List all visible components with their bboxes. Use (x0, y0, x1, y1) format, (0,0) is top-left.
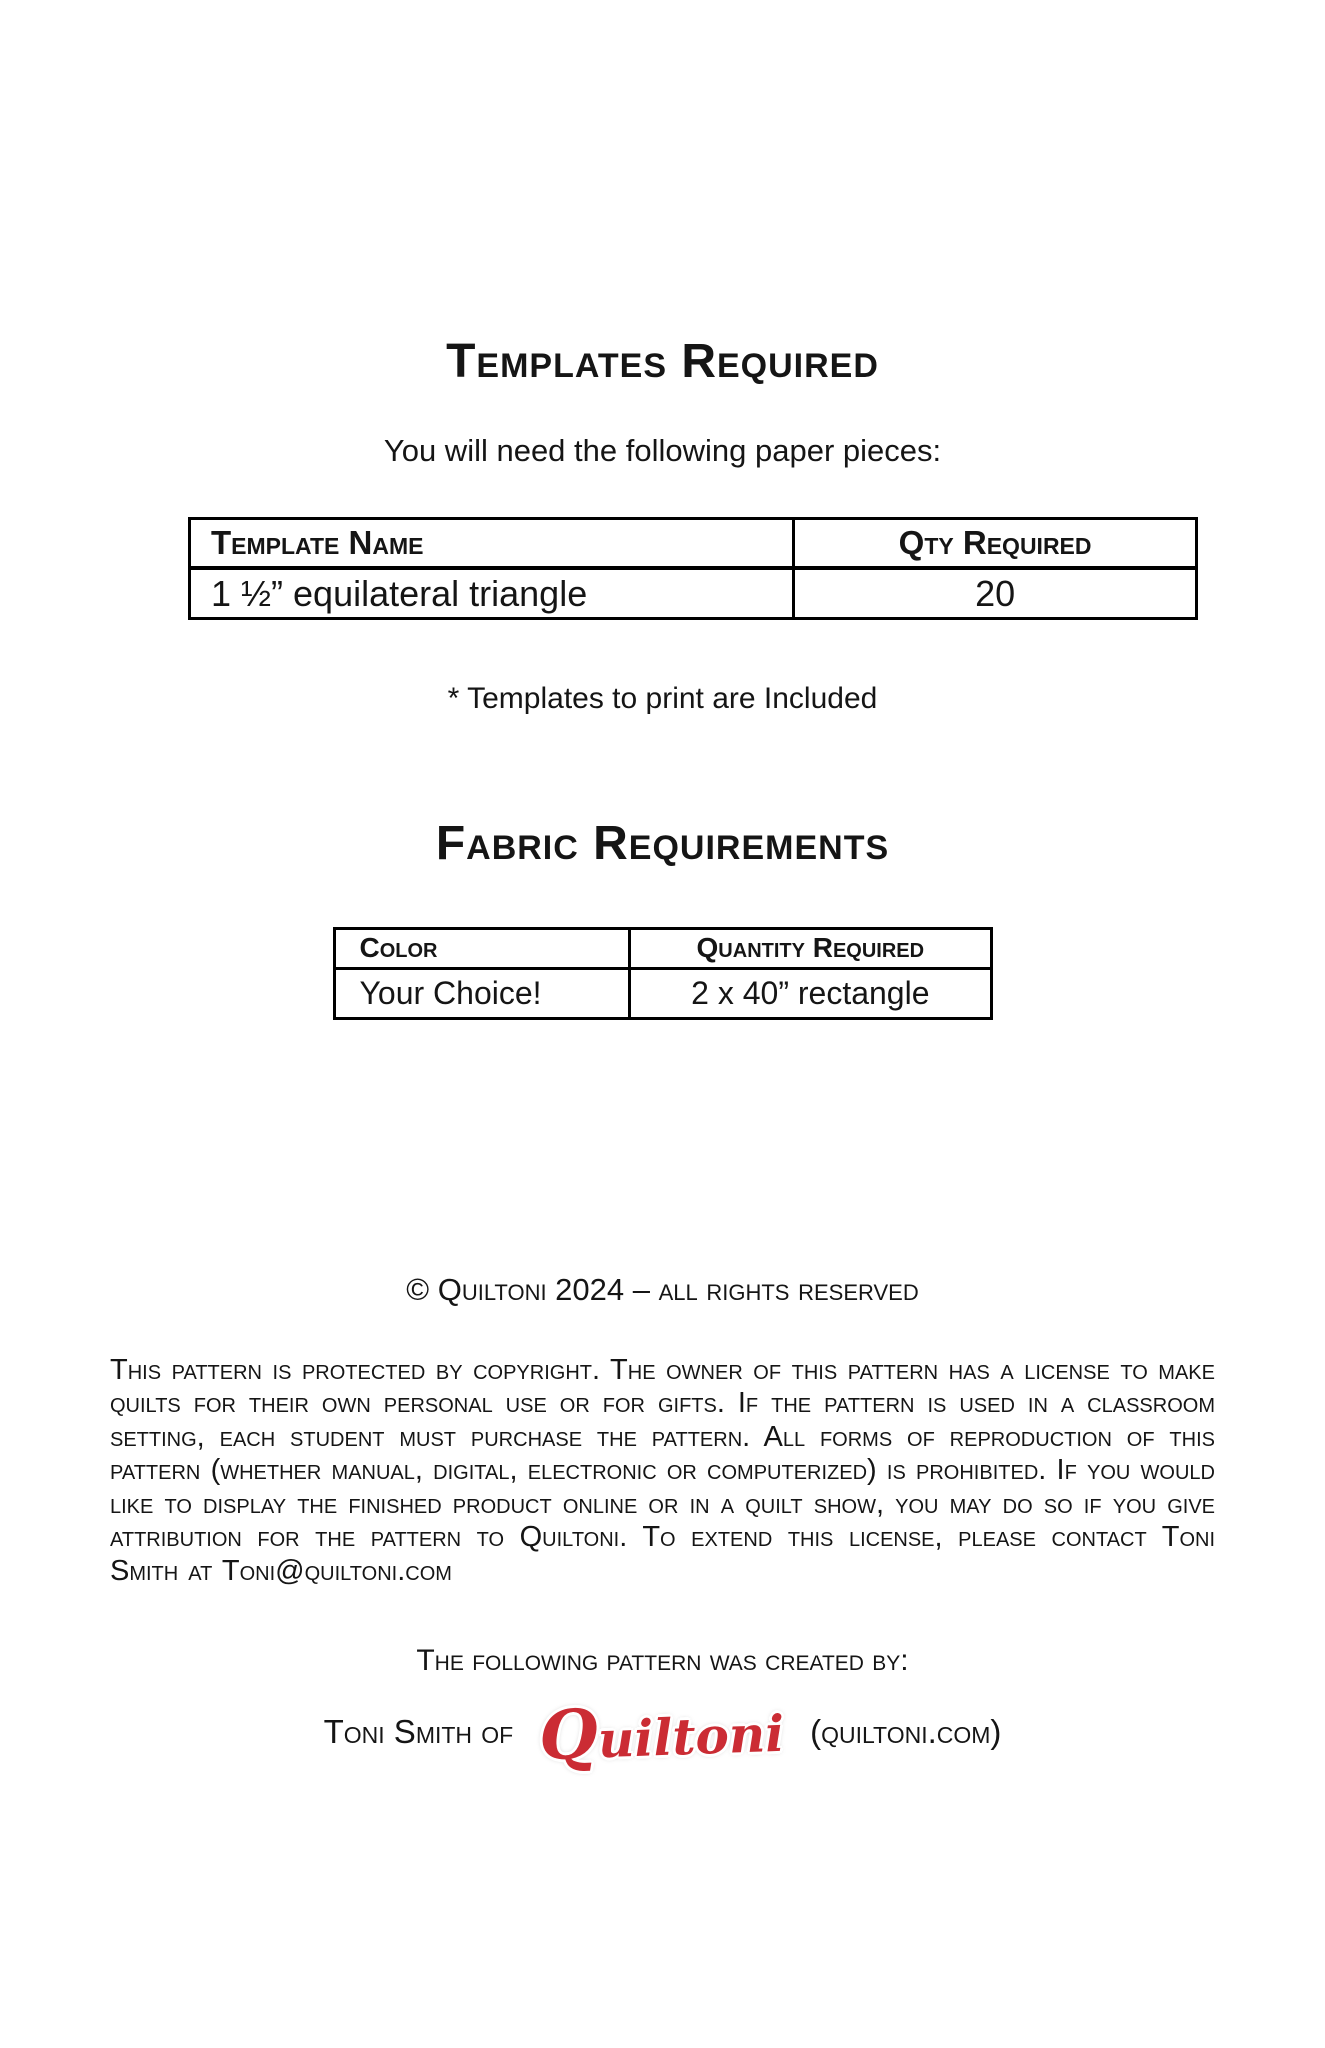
creator-credit-row (0, 1694, 1325, 1776)
fabric-color-cell: Your Choice! (334, 968, 630, 1018)
credit-suffix: (quiltoni.com) (810, 1712, 1002, 1750)
templates-required-title: Templates Required (446, 335, 879, 388)
templates-table (188, 517, 1198, 620)
license-paragraph: This pattern is protected by copyright. The owner of this pattern has a license to make quilts for their own personal use or for gifts. If the pattern is used in a classroom setting, each student must purchase the pattern. All forms of reproduction of this pattern (whether manual, digital, electronic or computerized) is prohibited. If you would like to display the finished product online or in a quilt show, you may do so if you give attribution for the pattern to Quiltoni. To extend this license, please contact Toni Smith at Toni@quiltoni.com (110, 1353, 1215, 1587)
quiltoni-logo: Quiltoni (537, 1694, 786, 1776)
template-name-cell: 1 ½” equilateral triangle (190, 568, 794, 618)
fabric-requirements-title: Fabric Requirements (435, 816, 890, 870)
copyright-line: © Quiltoni 2024 – all rights reserved (406, 1271, 919, 1307)
fabric-table-header-row (334, 928, 991, 968)
fabric-quantity-cell: 2 x 40” rectangle (630, 968, 991, 1018)
templates-subtitle: You will need the following paper pieces: (383, 432, 942, 468)
templates-table-header-row (190, 518, 1197, 568)
fabric-table-header-color: Color (334, 928, 630, 968)
credit-prefix: Toni Smith of (323, 1712, 514, 1750)
templates-table-header-qty: Qty Required (794, 518, 1197, 568)
templates-table-header-name: Template Name (190, 518, 794, 568)
templates-note: * Templates to print are Included (447, 681, 878, 715)
templates-table-row (190, 568, 1197, 618)
fabric-table-header-quantity: Quantity Required (630, 928, 991, 968)
fabric-table (333, 927, 993, 1020)
template-qty-cell: 20 (794, 568, 1197, 618)
fabric-table-row (334, 968, 991, 1018)
created-by-label: The following pattern was created by: (416, 1644, 909, 1678)
